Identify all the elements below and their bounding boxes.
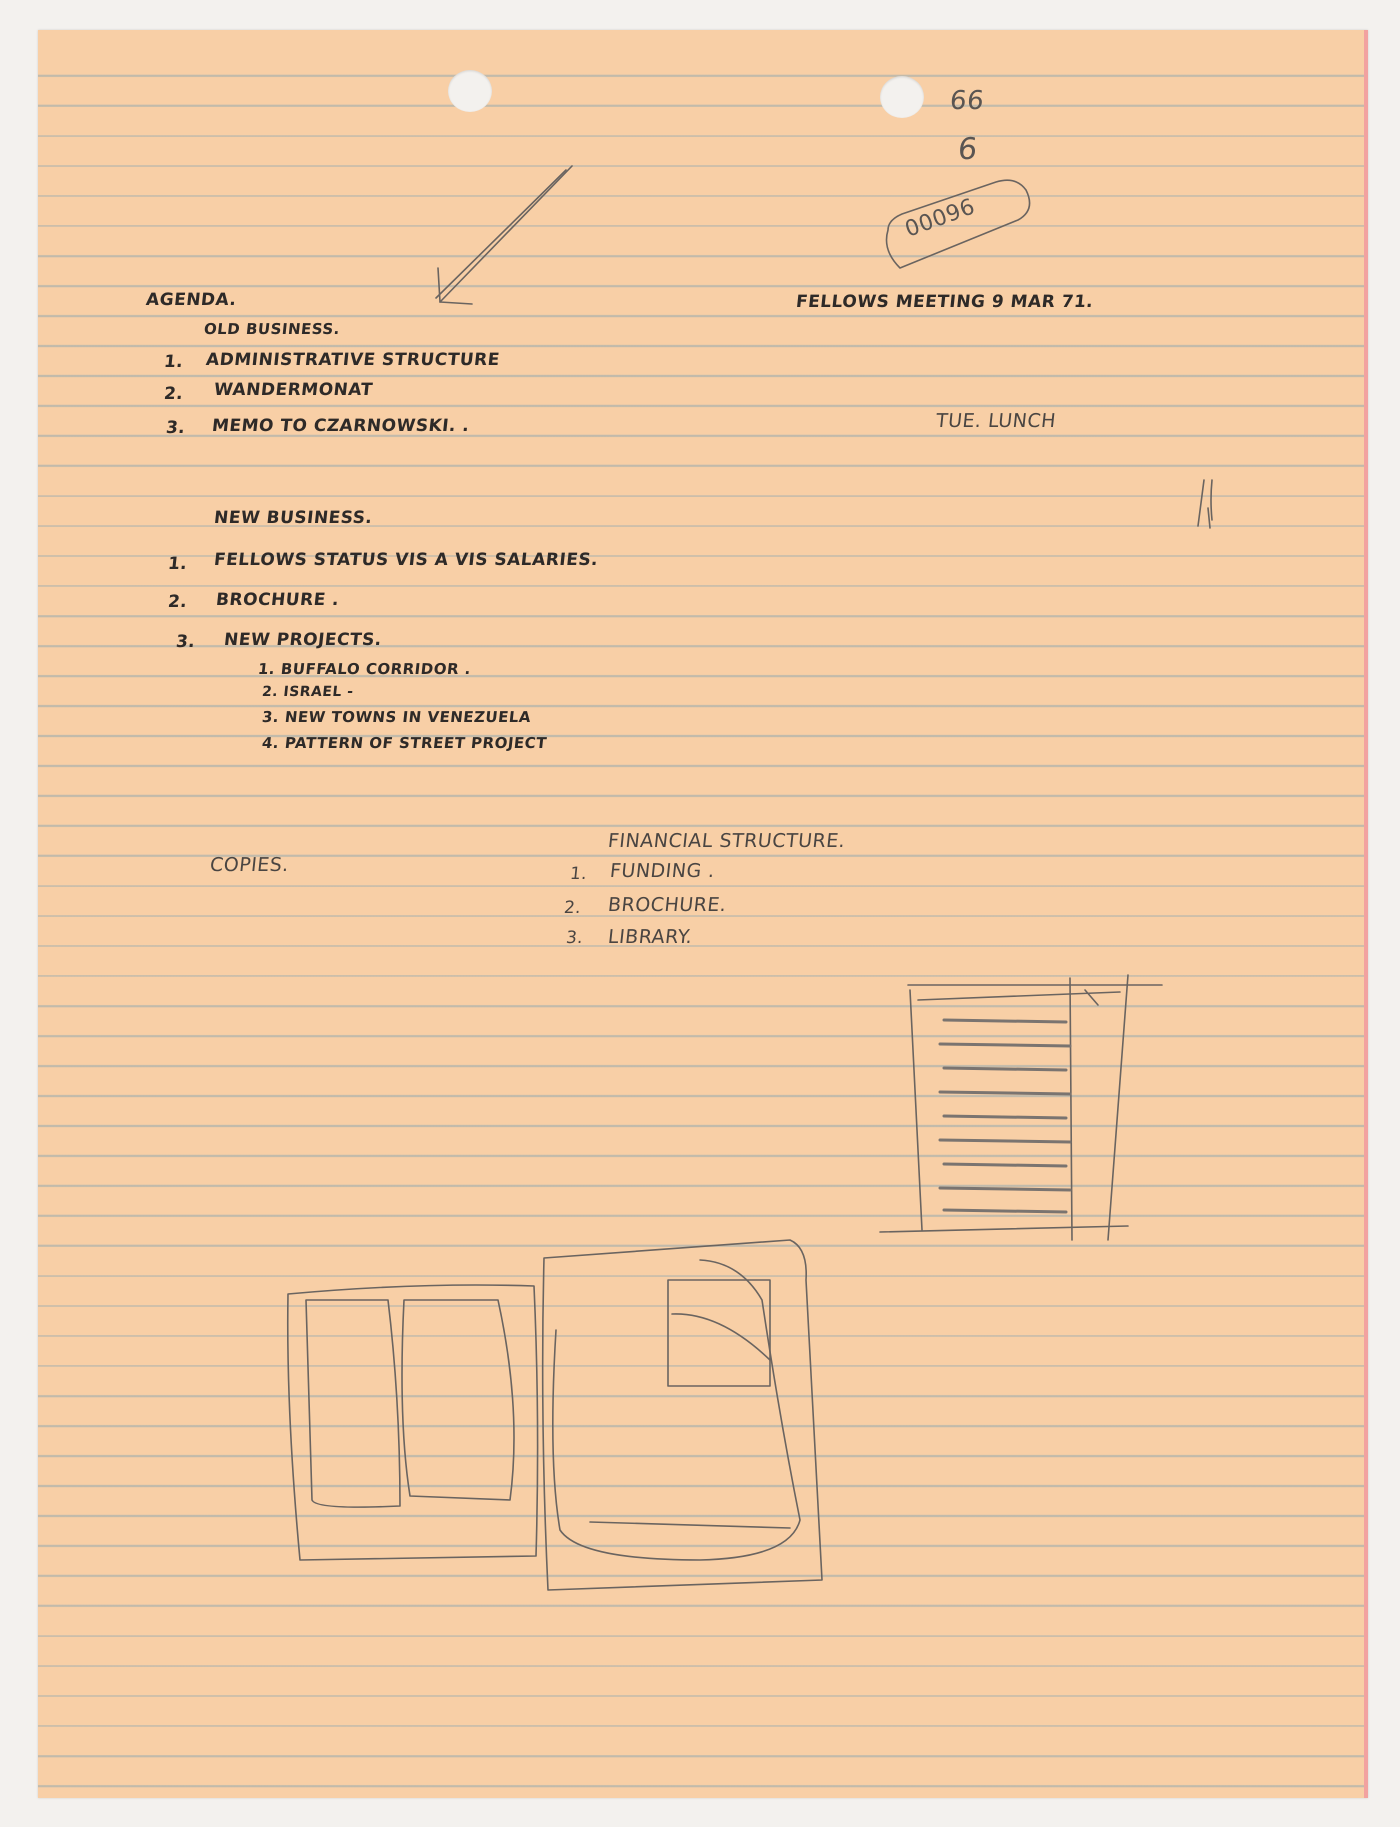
note-66: 66 — [948, 86, 986, 116]
book-sketch-right — [543, 1240, 822, 1590]
old-item-3-num: 3. — [164, 418, 187, 438]
new-item-1: FELLOWS STATUS VIS A VIS SALARIES. — [212, 550, 600, 570]
fin-item-2: BROCHURE. — [606, 894, 728, 916]
financial-heading: FINANCIAL STRUCTURE. — [606, 830, 847, 852]
old-item-2-num: 2. — [162, 384, 185, 404]
new-item-2: BROCHURE . — [214, 590, 341, 610]
fin-item-2-num: 2. — [562, 898, 583, 918]
project-1: 1. BUFFALO CORRIDOR . — [257, 660, 472, 678]
text-lines-sketch — [940, 1020, 1070, 1212]
note-6: 6 — [956, 132, 980, 167]
old-business-heading: OLD BUSINESS. — [203, 320, 341, 338]
new-business-heading: NEW BUSINESS. — [212, 508, 374, 528]
new-item-3-num: 3. — [174, 632, 197, 652]
copies-label: COPIES. — [208, 854, 291, 876]
fin-item-1: FUNDING . — [608, 860, 716, 882]
fin-item-1-num: 1. — [568, 864, 589, 884]
meeting-title: FELLOWS MEETING 9 MAR 71. — [794, 292, 1095, 312]
arrow-sketch — [436, 166, 572, 304]
old-item-1-num: 1. — [162, 352, 185, 372]
stamp-number: 00096 — [901, 194, 979, 243]
book-sketch-left — [288, 1285, 538, 1560]
old-item-3: MEMO TO CZARNOWSKI. . — [210, 416, 471, 436]
fin-item-3-num: 3. — [564, 928, 585, 948]
new-item-1-num: 1. — [166, 554, 189, 574]
project-3: 3. NEW TOWNS IN VENEZUELA — [261, 708, 532, 726]
fin-item-3: LIBRARY. — [606, 926, 694, 948]
new-item-2-num: 2. — [166, 592, 189, 612]
old-item-2: WANDERMONAT — [212, 380, 374, 400]
old-item-1: ADMINISTRATIVE STRUCTURE — [204, 350, 501, 370]
agenda-heading: AGENDA. — [144, 290, 238, 310]
new-item-3: NEW PROJECTS. — [222, 630, 383, 650]
tue-lunch-note: TUE. LUNCH — [934, 410, 1058, 432]
project-2: 2. ISRAEL - — [261, 684, 355, 700]
layout-sketch-right — [880, 975, 1162, 1240]
project-4: 4. PATTERN OF STREET PROJECT — [261, 734, 548, 752]
